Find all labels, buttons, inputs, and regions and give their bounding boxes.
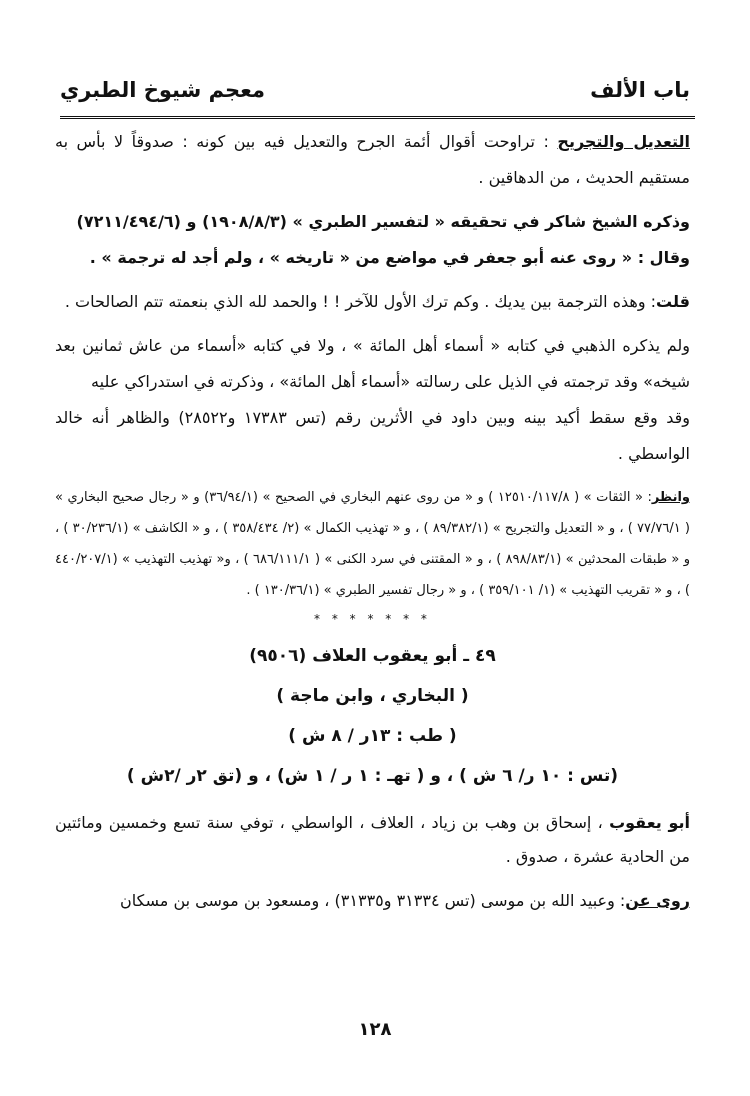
references-label: وانظر (651, 490, 690, 505)
paragraph-qal: وقال : « روى عنه أبو جعفر في مواضع من « تاريخه » ، ولم أجد له ترجمة » . (89, 248, 690, 267)
narrators-label: روى عن (625, 891, 690, 910)
entry-name-text: ، إسحاق بن وهب بن زياد ، العلاف ، الواسطي ، توفي سنة تسع وخمسين ومائتين من الحادية عشرة ، صدوق . (55, 813, 690, 866)
entry-title: ٤٩ ـ أبو يعقوب العلاف (٩٥٠٦) (249, 646, 496, 666)
book-title: معجم شيوخ الطبري (60, 78, 266, 102)
entry-books: ( البخاري ، وابن ماجة ) (276, 686, 469, 706)
paragraph-shakir: وذكره الشيخ شاكر في تحقيقه « لتفسير الطبري » (١٩٠٨/٨/٣) و (٧٢١١/٤٩٤/٦) (76, 212, 690, 231)
paragraph-tadil (55, 124, 690, 196)
page-body (55, 124, 690, 918)
tadil-label: التعديل والتجريح (557, 132, 690, 151)
entry-bio (55, 806, 690, 874)
section-title: باب الألف (590, 78, 690, 102)
entry-counts-tabari: ( طب : ١٣ر / ٨ ش ) (288, 726, 457, 746)
page-header (60, 70, 690, 114)
page-number: ١٢٨ (358, 1019, 392, 1040)
paragraph-saqt: وقد وقع سقط أكيد بينه وبين داود في الأثرين رقم (تس ١٧٣٨٣ و٢٨٥٢٢) والظاهر أنه خالد الواسطي . (55, 408, 691, 463)
references-paragraph (55, 482, 690, 606)
qultu-text: : وهذه الترجمة بين يديك . وكم ترك الأول للآخر ! ! والحمد لله الذي بنعمته تتم الصالحات . (64, 292, 657, 311)
tadil-text: : تراوحت أقوال أئمة الجرح والتعديل فيه بين كونه : صدوقاً لا بأس به مستقيم الحديث ، من الدهاقين . (55, 132, 690, 187)
header-rule (60, 116, 695, 119)
entry-name-label: أبو يعقوب (609, 813, 690, 832)
paragraph-dhahabi: ولم يذكره الذهبي في كتابه « أسماء أهل المائة » ، ولا في كتابه «أسماء من عاش ثمانين بعد شيخه» وقد ترجمته في الذيل على رسالته «أسماء أهل المائة» ، وذكرته في استدراكي عليه (55, 336, 690, 391)
entry-narrators (55, 884, 690, 918)
references-text: : « الثقات » ( ١٢٥١٠/١١٧/٨ ) و « من روى عنهم البخاري في الصحيح » (٣٦/٩٤/١) و « رجال صحيح البخاري » ( ٧٧/٧٦/١ ) ، و « التعديل والتجريح » (٨٩/٣٨٢/١ ) ، و « تهذيب الكمال » (٢/ ٣٥٨/٤٣٤ ) ، و « الكاشف » (٣٠/٢٣٦/١ ) ، و « طبقات المحدثين » (٨٩٨/٨٣/١ ) ، و « المقتنى في سرد الكنى » ( ٦٨٦/١١١/١ ) ، و« تهذيب التهذيب » (٤٤٠/٢٠٧/١ ) ، و « تقريب التهذيب » (١/ ٣٥٩/١٠١ ) ، و « رجال تفسير الطبري » (١٣٠/٣٦/١ ) . (55, 490, 690, 598)
separator: * * * * * * * (314, 612, 431, 626)
narrators-text: : وعبيد الله بن موسى (تس ٣١٣٣٤ و٣١٣٣٥) ، ومسعود بن موسى بن مسكان (120, 891, 626, 910)
entry-counts-others: (تس : ١٠ ر/ ٦ ش ) ، و ( تهـ : ١ ر / ١ ش) ، و (تق ٢ر /٢ش ) (126, 766, 619, 786)
paragraph-qultu (55, 284, 690, 320)
qultu-label: قلت (656, 292, 690, 311)
